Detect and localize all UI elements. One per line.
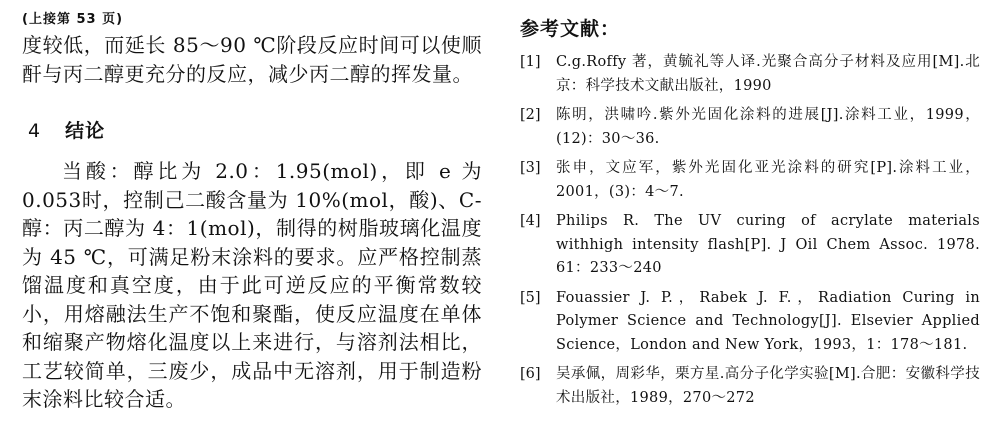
section-heading <box>28 116 482 143</box>
reference-number: [1] <box>520 54 541 70</box>
reference-number: [2] <box>520 107 541 123</box>
reference-number: [6] <box>520 366 541 382</box>
reference-text: 吴承佩，周彩华，栗方星.高分子化学实验[M].合肥：安徽科学技术出版社，1989，270～272 <box>556 366 980 406</box>
references-column <box>520 8 980 416</box>
reference-item <box>520 363 980 410</box>
reference-item <box>520 104 980 151</box>
paragraph-continued: 度较低，而延长 85～90 ℃阶段反应时间可以使顺酐与丙二醇更充分的反应，减少丙二醇的挥发量。 <box>22 33 482 86</box>
reference-number: [3] <box>520 160 541 176</box>
reference-number: [5] <box>520 289 541 306</box>
reference-item <box>520 210 980 281</box>
reference-item <box>520 51 980 98</box>
reference-text: Fouassier J. P.，Rabek J. F.，Radiation Curing in Polymer Science and Technology[J]. Elsevier Applied Science，London and New York，1993，1：178～181. <box>556 289 980 353</box>
reference-text: C.g.Roffy 著，黄毓礼等人译.光聚合高分子材料及应用[M].北京：科学技术文献出版社，1990 <box>556 54 980 94</box>
reference-number: [4] <box>520 213 541 229</box>
reference-text: 陈明，洪啸吟.紫外光固化涂料的进展[J].涂料工业，1999，(12)：30～36. <box>556 107 980 147</box>
reference-item <box>520 287 980 358</box>
paragraph-conclusion: 当酸：醇比为 2.0：1.95(mol)，即 e 为 0.053时，控制己二酸含量为 10%(mol，酸)、C-醇：丙二醇为 4：1(mol)，制得的树脂玻璃化温度为 45 ℃，可满足粉末涂料的要求。应严格控制蒸馏温度和真空度，由于此可逆反应的平衡常数较小，用熔融法生产不饱和聚酯，使反应温度在单体和缩聚产物熔化温度以上来进行，与溶剂法相比，工艺较简单，三废少，成品中无溶剂，用于制造粉末涂料比较合适。 <box>22 159 482 411</box>
continued-note: (上接第 53 页) <box>22 12 124 27</box>
section-number: 4 <box>28 120 42 142</box>
reference-item <box>520 157 980 204</box>
left-column <box>22 8 482 414</box>
reference-text: Philips R. The UV curing of acrylate materials withhigh intensity flash[P]. J Oil Chem Assoc. 1978. 61：233～240 <box>556 213 980 276</box>
section-title: 结论 <box>65 120 106 142</box>
references-title: 参考文献： <box>520 18 621 40</box>
reference-text: 张申，文应军，紫外光固化亚光涂料的研究[P].涂料工业，2001，(3)：4～7. <box>556 160 980 200</box>
